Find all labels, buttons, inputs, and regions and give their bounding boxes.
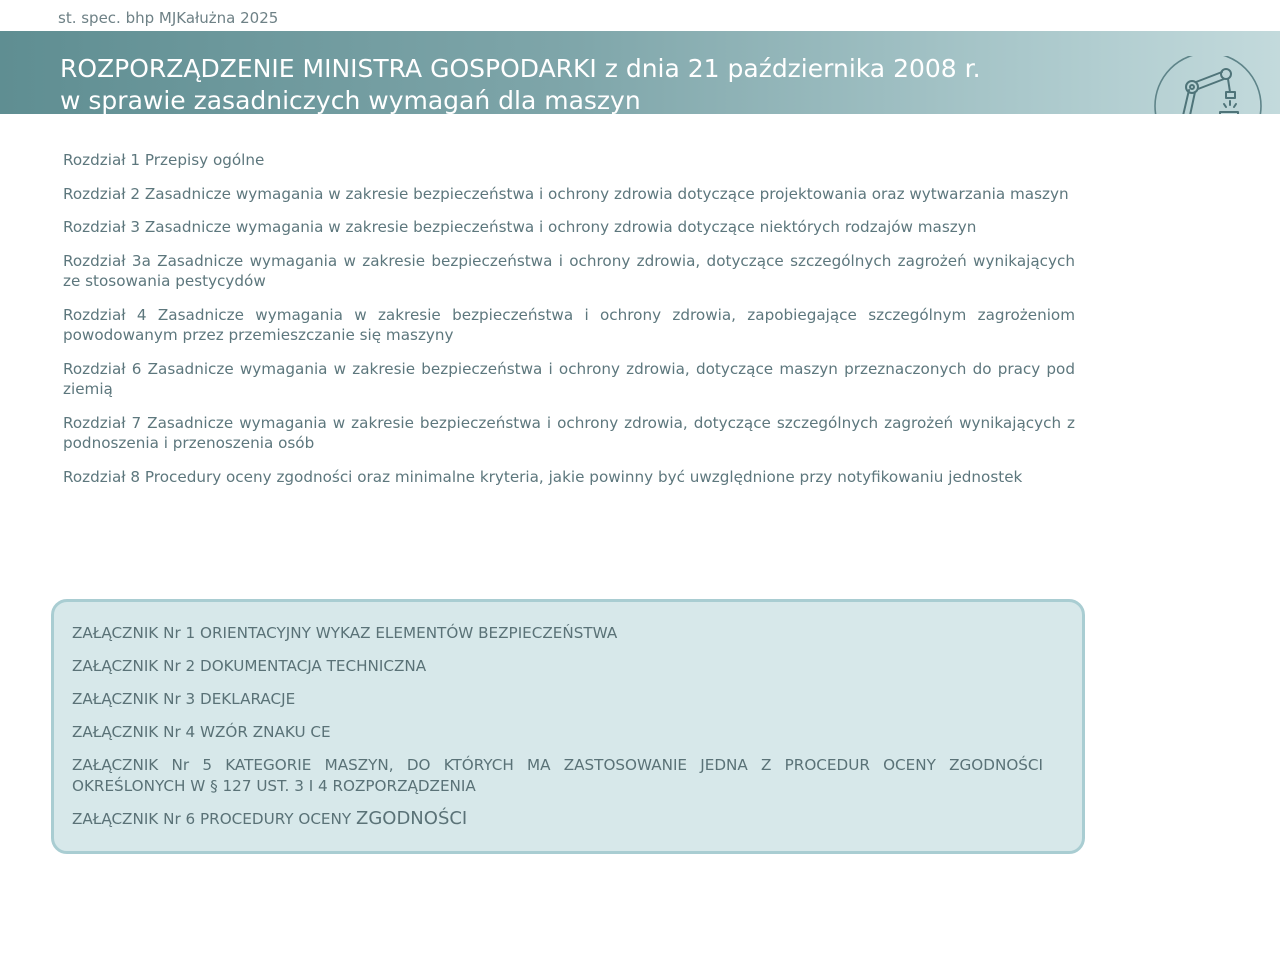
author-footer-text: st. spec. bhp MJKałużna 2025 bbox=[58, 9, 279, 27]
page-title-line-1: ROZPORZĄDZENIE MINISTRA GOSPODARKI z dnia 21 października 2008 r. bbox=[60, 54, 981, 83]
chapter-item: Rozdział 2 Zasadnicze wymagania w zakresie bezpieczeństwa i ochrony zdrowia dotyczące projektowania oraz wytwarzania maszyn bbox=[63, 184, 1069, 203]
robotic-arm-icon bbox=[1152, 56, 1264, 114]
annex-item: ZAŁĄCZNIK Nr 1 ORIENTACYJNY WYKAZ ELEMENTÓW BEZPIECZEŃSTWA bbox=[72, 624, 618, 642]
page-title-line-2: w sprawie zasadniczych wymagań dla maszyn bbox=[60, 86, 641, 114]
annex-item-6 bbox=[72, 809, 1043, 830]
annex-6-emphasis: ZGODNOŚCI bbox=[356, 807, 468, 829]
page-title bbox=[60, 53, 1120, 114]
chapter-item: Rozdział 8 Procedury oceny zgodności oraz minimalne kryteria, jakie powinny być uwzględnione przy notyfikowaniu jednostek bbox=[63, 467, 1023, 486]
annex-panel bbox=[51, 599, 1085, 854]
chapter-item: Rozdział 7 Zasadnicze wymagania w zakresie bezpieczeństwa i ochrony zdrowia, dotyczące szczególnych zagrożeń wynikających z podnoszenia i przenoszenia osób bbox=[63, 413, 1075, 452]
chapter-item: Rozdział 3 Zasadnicze wymagania w zakresie bezpieczeństwa i ochrony zdrowia dotyczące niektórych rodzajów maszyn bbox=[63, 218, 977, 236]
chapter-item: Rozdział 3a Zasadnicze wymagania w zakresie bezpieczeństwa i ochrony zdrowia, dotyczące szczególnych zagrożeń wynikających ze stosowania pestycydów bbox=[63, 251, 1075, 290]
title-banner bbox=[0, 31, 1280, 114]
chapter-item: Rozdział 6 Zasadnicze wymagania w zakresie bezpieczeństwa i ochrony zdrowia, dotyczące maszyn przeznaczonych do pracy pod ziemią bbox=[63, 359, 1075, 398]
annex-item: ZAŁĄCZNIK Nr 3 DEKLARACJE bbox=[72, 690, 296, 708]
annex-item: ZAŁĄCZNIK Nr 2 DOKUMENTACJA TECHNICZNA bbox=[72, 657, 427, 675]
annex-6-prefix: ZAŁĄCZNIK Nr 6 PROCEDURY OCENY bbox=[72, 809, 356, 828]
chapter-item: Rozdział 1 Przepisy ogólne bbox=[63, 151, 265, 169]
chapter-item: Rozdział 4 Zasadnicze wymagania w zakresie bezpieczeństwa i ochrony zdrowia, zapobiegające szczególnym zagrożeniom powodowanym przez przemieszczanie się maszyny bbox=[63, 305, 1075, 344]
annex-list bbox=[72, 623, 1043, 842]
annex-item: ZAŁĄCZNIK Nr 5 KATEGORIE MASZYN, DO KTÓRYCH MA ZASTOSOWANIE JEDNA Z PROCEDUR OCENY ZGODNOŚCI OKREŚLONYCH W § 127 UST. 3 I 4 ROZPORZĄDZENIA bbox=[72, 756, 1043, 795]
chapter-list bbox=[63, 150, 1075, 500]
annex-item: ZAŁĄCZNIK Nr 4 WZÓR ZNAKU CE bbox=[72, 723, 331, 741]
